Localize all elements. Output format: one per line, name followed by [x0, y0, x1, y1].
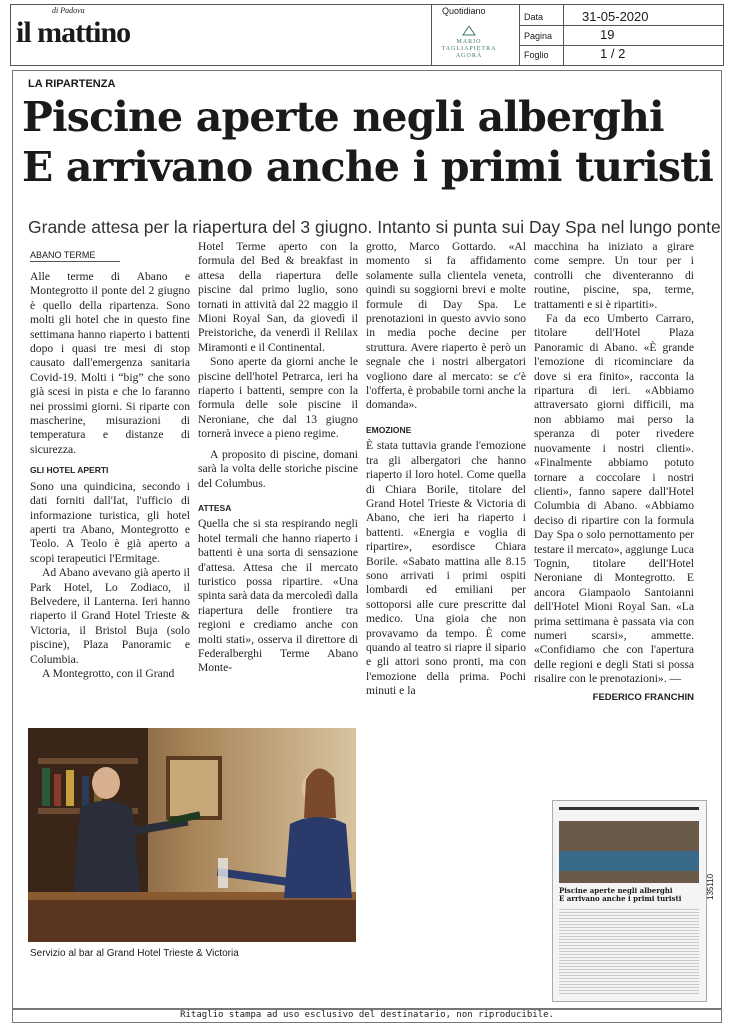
thumb-rule	[559, 807, 699, 810]
paragraph: Sono aperte da giorni anche le piscine dell'hotel Petrarca, ieri ha riaperto i battenti, sempre con la formula delle sole piscine il Neroniane, che dal 13 giugno tornerà invece a pieno regime.	[198, 355, 358, 441]
agency-line-3: AGORÀ	[455, 53, 483, 59]
thumb-photo	[559, 821, 699, 883]
newspaper-logo: il mattino	[16, 16, 131, 49]
article-column-1	[30, 270, 190, 681]
article-column-2	[198, 240, 358, 676]
location-tag: ABANO TERME	[30, 250, 120, 262]
paragraph: A proposito di piscine, domani sarà la volta delle storiche piscine del Columbus.	[198, 447, 358, 490]
paragraph: Ad Abano avevano già aperto il Park Hotel, Lo Zodiaco, il Belvedere, il Lanterna. Ieri hanno riaperto il Grand Hotel Trieste & Victoria, il Bristol Buja (solo piscine), Plaza Panoramic e Columbia.	[30, 566, 190, 666]
logo-subtitle: di Padova	[52, 6, 85, 15]
paragraph: Hotel Terme aperto con la formula del Bed & breakfast in attesa della riapertura delle piscine dal primo luglio, sono tornati in attività dal 22 maggio il Mioni Royal San, da giovedì il Preistoriche, da venerdì il Relilax Miramonti e il Continental.	[198, 240, 358, 354]
footer-disclaimer: Ritaglio stampa ad uso esclusivo del destinatario, non riproducibile.	[12, 1008, 722, 1023]
section-heading: GLI HOTEL APERTI	[30, 465, 109, 476]
bar-scene-illustration	[28, 728, 356, 942]
byline: FEDERICO FRANCHIN	[592, 691, 694, 703]
paragraph: Alle terme di Abano e Montegrotto il ponte del 2 giugno è quello della ripartenza. Sono molti gli hotel che in questo fine settimana hanno riaperto i battenti dopo i quasi tre mesi di stop causato dall'emergenza sanitaria Covid-19. Molti i “big” che sono già scesi in pista e che lo faranno nei prossimi giorni. Si riparte con mascherine, misurazioni di temperatura e distanze di sicurezza.	[30, 270, 190, 456]
date-value: 31-05-2020	[582, 9, 649, 24]
article-photo	[28, 728, 356, 942]
section-heading: ATTESA	[198, 502, 232, 513]
headline-line-1: Piscine aperte negli alberghi	[22, 93, 664, 141]
sheet-value: 1 / 2	[600, 46, 626, 61]
page-label: Pagina	[524, 31, 553, 41]
paragraph: È stata tuttavia grande l'emozione tra gli albergatori che hanno riaperto il loro hotel. Come quella di Chiara Borile, titolare del Grand Hotel Trieste & Victoria di Abano, che ieri ha riaperto i battenti. «Energia e voglia di ripartire», esordisce Chiara Borile. «Sabato mattina alle 8.15 sono arrivati i primi ospiti lombardi ed emiliani per sottoporsi alle cure prescritte dal medico. Una gioia che non provavamo da tempo. È come quando al teatro si riapre il sipario e gli attori sono pronti, ma con l'emozione della prima. Pochi minuti e la	[366, 439, 526, 698]
header-divider	[519, 5, 520, 65]
thumb-headline-1: Piscine aperte negli alberghi	[559, 886, 673, 895]
date-label: Data	[524, 12, 544, 22]
thumb-pool	[559, 851, 699, 871]
paragraph: A Montegrotto, con il Grand	[42, 666, 175, 680]
side-code: 135110	[706, 873, 715, 900]
article-column-4	[534, 240, 694, 705]
paragraph: grotto, Marco Gottardo. «Al momento si fa affidamento solamente sulla clientela veneta, quindi su soggiorni brevi e molte formule di Day Spa. Le prenotazioni in questo avvio sono in media poche decine per struttura. Avere riaperto è però un segnale che i nostri albergatori vogliono dare al mercato: se c'è l'offerta, è probabile torni anche la domanda».	[366, 240, 526, 412]
paragraph: Quella che si sta respirando negli hotel termali che hanno riaperto i battenti è una sorta di sensazione d'attesa. Attesa che il mercato turistico possa ripartire. «Una spinta sarà data da mercoledì dalla riapertura delle frontiere tra regioni e crediamo anche con molti stati», osserva il direttore di Federalberghi Terme Abano Monte-	[198, 517, 358, 675]
agency-logo	[437, 26, 501, 60]
subheadline: Grande attesa per la riapertura del 3 giugno. Intanto si punta sui Day Spa nel lungo ponte	[28, 217, 721, 237]
thumb-headline-2: E arrivano anche i primi turisti	[559, 894, 682, 903]
sheet-label: Foglio	[524, 50, 549, 60]
section-heading: EMOZIONE	[366, 424, 412, 435]
paragraph: macchina ha iniziato a girare come sempre. Un tour per i controlli che diventeranno di routine, piscine, spa, terme, trattamenti e si è ripartiti».	[534, 240, 694, 311]
page-thumbnail	[552, 800, 707, 1002]
agency-line-1: MARIO	[456, 39, 482, 45]
header-divider	[563, 5, 564, 65]
page-value: 19	[600, 27, 615, 42]
headline-line-2: E arrivano anche i primi turisti	[22, 143, 714, 191]
header-rule	[519, 25, 723, 26]
agency-emblem-icon	[461, 26, 477, 36]
publication-type: Quotidiano	[442, 6, 486, 16]
paragraph: Sono una quindicina, secondo i dati forniti dall'Iat, l'ufficio di informazione turistica, gli hotel aperti tra Abano, Montegrotto e Teolo. A Teolo è già aperto a scopi terapeutici l'Ermitage.	[30, 479, 190, 565]
thumb-text-block	[559, 909, 699, 995]
header-divider	[431, 5, 432, 65]
photo-caption: Servizio al bar al Grand Hotel Trieste & Victoria	[30, 948, 239, 959]
agency-line-2: TAGLIAPIETRA	[441, 46, 497, 52]
article-column-3	[366, 240, 526, 699]
kicker: LA RIPARTENZA	[28, 78, 116, 90]
paragraph: Fa da eco Umberto Carraro, titolare dell'Hotel Plaza Panoramic di Abano. «È grande l'emozione di ricominciare da dove si era finito», racconta la ripartura di ieri. «Abbiamo attraversato giorni difficili, ma non abbiamo mai perso la speranza di poter rivedere nuovamente i nostri clienti». «Finalmente abbiamo potuto tornare a coccolare i nostri clienti», fanno sapere dall'Hotel Columbia di Abano. «Abbiamo deciso di ripartire con la formula Day Spa o solo pernottamento per testare il mercato», aggiunge Luca Tognin, titolare dell'Hotel Neroniane di Montegrotto. E ancora Giampaolo Santoianni dell'Hotel Mioni Royal San. «La prima settimana è passata via con numeri scarsi», ammette. «Confidiamo che con l'apertura delle regioni e degli Stati si possa risalire con le prenotazioni». —	[534, 312, 694, 686]
